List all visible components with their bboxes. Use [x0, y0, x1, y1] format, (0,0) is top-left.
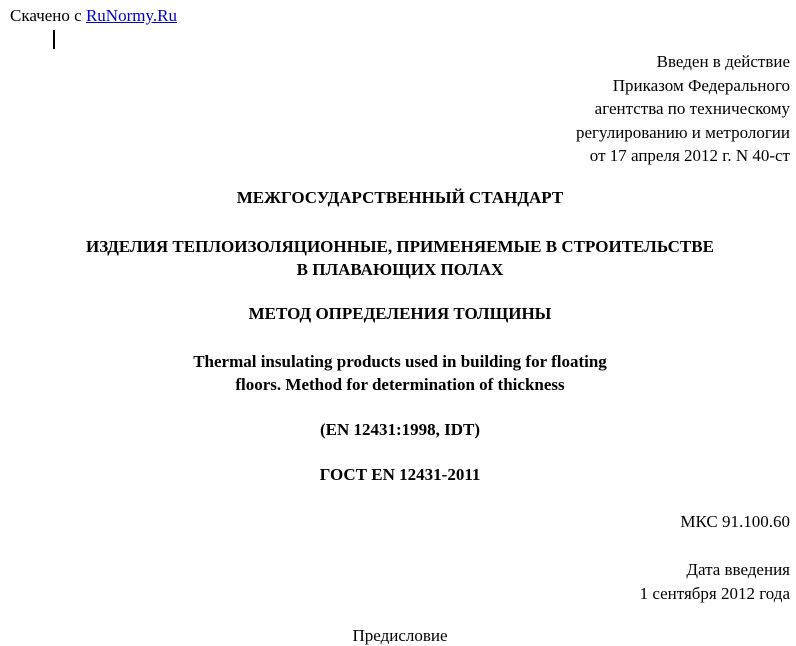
introduction-date-label: Дата введения: [686, 560, 790, 579]
download-source-line: [10, 6, 177, 26]
english-title: [0, 350, 796, 396]
english-title-line: Thermal insulating products used in building for floating: [193, 352, 607, 371]
runormy-link[interactable]: RuNormy.Ru: [85, 6, 177, 25]
text-cursor: [53, 30, 55, 49]
enactment-line: агентства по техническому: [594, 99, 790, 118]
introduction-date-block: [640, 558, 790, 605]
enactment-block: [576, 50, 790, 168]
main-title: [0, 235, 796, 281]
standard-designation: ГОСТ EN 12431-2011: [319, 465, 481, 484]
main-title-line: ИЗДЕЛИЯ ТЕПЛОИЗОЛЯЦИОННЫЕ, ПРИМЕНЯЕМЫЕ В СТРОИТЕЛЬСТВЕ: [86, 237, 714, 256]
introduction-date-value: 1 сентября 2012 года: [639, 583, 790, 603]
english-title-line: floors. Method for determination of thickness: [235, 375, 565, 394]
enactment-line: Приказом Федерального: [612, 75, 790, 95]
standard-type-heading: МЕЖГОСУДАРСТВЕННЫЙ СТАНДАРТ: [236, 188, 564, 207]
method-title: МЕТОД ОПРЕДЕЛЕНИЯ ТОЛЩИНЫ: [248, 304, 552, 323]
enactment-line: Введен в действие: [656, 52, 790, 71]
enactment-line: регулированию и метрологии: [575, 122, 790, 142]
equivalence-note: (EN 12431:1998, IDT): [319, 420, 481, 439]
enactment-line: от 17 апреля 2012 г. N 40-ст: [589, 146, 790, 165]
preface-heading: Предисловие: [352, 626, 448, 645]
download-source-prefix: Скачено с: [10, 6, 82, 25]
main-title-line: В ПЛАВАЮЩИХ ПОЛАХ: [296, 260, 504, 279]
mks-code: МКС 91.100.60: [680, 512, 790, 531]
